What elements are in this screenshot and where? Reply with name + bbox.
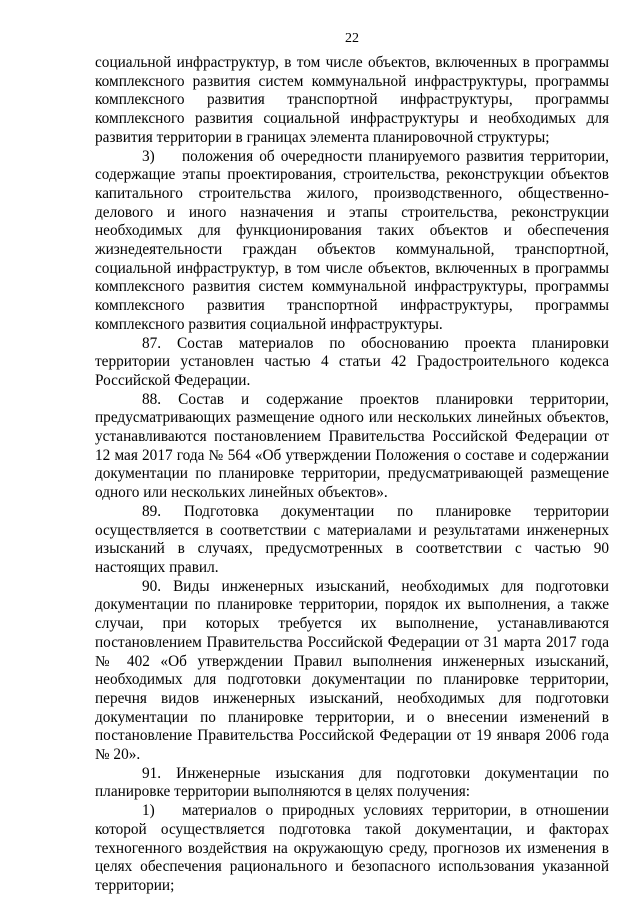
list-item-3 (95, 148, 609, 335)
paragraph-88: 88. Состав и содержание проектов планировки территории, предусматривающих размещение одного или нескольких линейных объектов, устанавливаются постановлением Правительства Российской Федерации от 12 мая 2017 года № 564 «Об утверждении Положения о составе и содержании документации по планировке территории, предусматривающей размещение одного или нескольких линейных объектов». (95, 390, 609, 502)
paragraph-91: 91. Инженерные изыскания для подготовки документации по планировке территории выполняются в целях получения: (95, 764, 609, 801)
page-number: 22 (345, 31, 359, 46)
list-item-1 (95, 802, 609, 896)
paragraph-continuation: социальной инфраструктур, в том числе объектов, включенных в программы комплексного развития систем коммунальной инфраструктуры, программы комплексного развития транспортной инфраструктуры, программы комплексного развития социальной инфраструктуры и необходимых для развития территории в границах элемента планировочной структуры; (95, 54, 609, 146)
paragraph-90: 90. Виды инженерных изысканий, необходимых для подготовки документации по планировке территории, порядок их выполнения, а также случаи, при которых требуется их выполнение, устанавливаются постановлением Правительства Российской Федерации от 31 марта 2017 года № 402 «Об утверждении Правил выполнения инженерных изысканий, необходимых для подготовки документации по планировке территории, перечня видов инженерных изысканий, необходимых для подготовки документации по планировке территории, и о внесении изменений в постановление Правительства Российской Федерации от 19 января 2006 года № 20». (95, 577, 609, 764)
document-page (95, 30, 609, 896)
paragraph-89: 89. Подготовка документации по планировке территории осуществляется в соответствии с материалами и результатами инженерных изысканий в случаях, предусмотренных в соответствии с частью 90 настоящих правил. (95, 502, 609, 576)
list-item-text: положения об очередности планируемого развития территории, содержащие этапы проектирования, строительства, реконструкции объектов капитального строительства жилого, производственного, общественно-делового и иного назначения и этапы строительства, реконструкции необходимых для функционирования таких объектов и обеспечения жизнедеятельности граждан объектов коммунальной, транспортной, социальной инфраструктур, в том числе объектов, включенных в программы комплексного развития систем коммунальной инфраструктуры, программы комплексного развития транспортной инфраструктуры, программы комплексного развития социальной инфраструктуры. (95, 147, 609, 333)
paragraph-87: 87. Состав материалов по обоснованию проекта планировки территории установлен частью 4 статьи 42 Градостроительного кодекса Российской Федерации. (95, 334, 609, 389)
document-body (95, 54, 609, 896)
list-item-text: материалов о природных условиях территории, в отношении которой осуществляется подготовка такой документации, и факторах техногенного воздействия на окружающую среду, прогнозов их изменения в целях обеспечения рационального и безопасного использования указанной территории; (95, 802, 609, 894)
list-number: 3) (142, 147, 155, 165)
list-number: 1) (142, 802, 155, 820)
